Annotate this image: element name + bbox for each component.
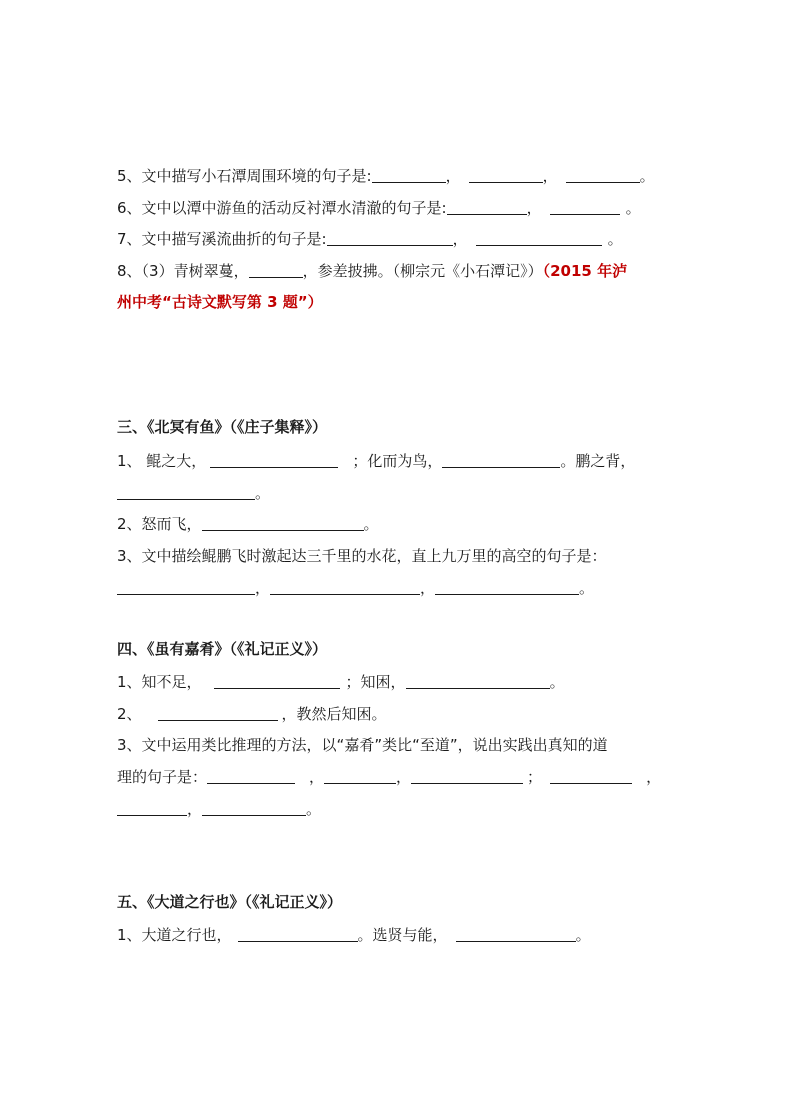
answer-blank[interactable] [476, 230, 602, 246]
exam-note-continued: 州中考“古诗文默写第 3 题”） [117, 293, 323, 311]
question-text: 1、大道之行也， [117, 926, 232, 944]
separator: ， [187, 800, 203, 818]
answer-blank[interactable] [202, 515, 364, 531]
separator: ， [445, 167, 461, 185]
section-4-question-3-answers [117, 799, 321, 819]
period: 。 [549, 673, 565, 691]
answer-blank[interactable] [117, 484, 255, 500]
question-7-text: 7、文中描写溪流曲折的句子是: [117, 230, 327, 248]
exam-note: （2015 年泸 [542, 262, 628, 280]
answer-blank[interactable] [207, 768, 295, 784]
section-4-question-2 [117, 704, 387, 724]
answer-blank[interactable] [214, 673, 340, 689]
answer-blank[interactable] [202, 800, 306, 816]
question-text: ；化而为鸟， [352, 452, 443, 470]
answer-blank[interactable] [442, 452, 560, 468]
answer-blank[interactable] [566, 167, 640, 183]
separator: ， [309, 768, 325, 786]
question-5 [117, 166, 655, 186]
section-3-title: 三、《北冥有鱼》（《庄子集释》） [117, 418, 328, 436]
separator: ， [646, 768, 662, 786]
answer-blank[interactable] [327, 230, 453, 246]
period: 。 [255, 484, 271, 502]
period: 。 [639, 167, 655, 185]
question-5-text: 5、文中描写小石潭周围环境的句子是: [117, 167, 372, 185]
question-text: 理的句子是： [117, 768, 208, 786]
section-3-question-1-continued [117, 483, 270, 503]
answer-blank[interactable] [158, 705, 278, 721]
answer-blank[interactable] [469, 167, 543, 183]
section-5-title: 五、《大道之行也》（《礼记正义》） [117, 893, 343, 911]
question-6-text: 6、文中以潭中游鱼的活动反衬潭水清澈的句子是: [117, 199, 447, 217]
answer-blank[interactable] [447, 199, 527, 215]
section-4-question-3-continued [117, 767, 661, 787]
question-8 [117, 261, 627, 281]
period: 。 [306, 800, 322, 818]
section-3-question-3: 3、文中描绘鲲鹏飞时激起达三千里的水花，直上九万里的高空的句子是： [117, 547, 607, 565]
separator: ， [542, 167, 558, 185]
period: 。 [575, 926, 591, 944]
question-8-source: ，参差披拂。（柳宗元《小石潭记》） [302, 262, 543, 280]
answer-blank[interactable] [210, 452, 338, 468]
semicolon: ； [527, 768, 543, 786]
separator: ， [255, 579, 271, 597]
answer-blank[interactable] [456, 926, 576, 942]
answer-blank[interactable] [550, 199, 620, 215]
question-6 [117, 198, 641, 218]
section-3-question-3-answers [117, 578, 594, 598]
section-3-question-1 [117, 451, 635, 471]
period: 。 [363, 515, 379, 533]
separator: ， [420, 579, 436, 597]
separator: ， [526, 199, 542, 217]
section-3-question-2 [117, 514, 379, 534]
answer-blank[interactable] [117, 800, 187, 816]
section-4-question-3: 3、文中运用类比推理的方法，以“嘉肴”类比“至道”，说出实践出真知的道 [117, 736, 608, 754]
question-text: ；知困， [345, 673, 406, 691]
answer-blank[interactable] [238, 926, 358, 942]
question-text: 1、 鲲之大， [117, 452, 207, 470]
answer-blank[interactable] [550, 768, 632, 784]
question-text: 1、知不足， [117, 673, 202, 691]
answer-blank[interactable] [117, 579, 255, 595]
period: 。 [579, 579, 595, 597]
period: 。 [607, 230, 623, 248]
answer-blank[interactable] [406, 673, 550, 689]
question-text: 2、怒而飞， [117, 515, 202, 533]
answer-blank[interactable] [435, 579, 579, 595]
separator: ， [452, 230, 468, 248]
question-text: 。选贤与能， [357, 926, 448, 944]
section-4-question-1 [117, 672, 565, 692]
question-text: 2、 [117, 705, 142, 723]
period: 。 [625, 199, 641, 217]
question-text: ，教然后知困。 [281, 705, 387, 723]
question-8-text: 8、（3）青树翠蔓， [117, 262, 249, 280]
question-7 [117, 229, 623, 249]
answer-blank[interactable] [411, 768, 523, 784]
answer-blank[interactable] [270, 579, 420, 595]
section-5-question-1 [117, 925, 591, 945]
answer-blank[interactable] [324, 768, 396, 784]
answer-blank[interactable] [249, 262, 303, 278]
separator: ， [396, 768, 412, 786]
question-text: 。鹏之背， [560, 452, 636, 470]
answer-blank[interactable] [372, 167, 446, 183]
section-4-title: 四、《虽有嘉肴》（《礼记正义》） [117, 640, 328, 658]
